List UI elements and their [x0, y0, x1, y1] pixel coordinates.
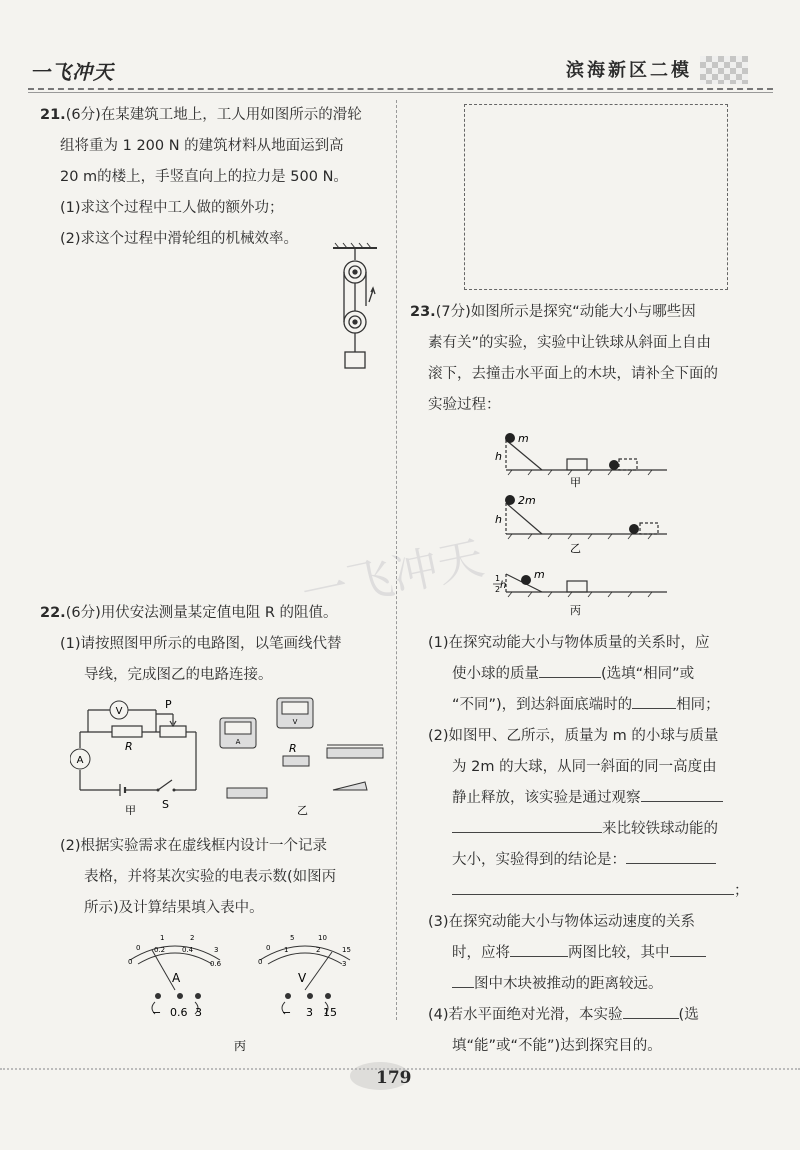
- q23-line2: 素有关”的实验，实验中让铁球从斜面上自由: [428, 335, 712, 351]
- ammeter-terminal-06: 0.6: [170, 1006, 188, 1019]
- fig-a-mass: m: [518, 432, 529, 445]
- answer-blank-speed[interactable]: [632, 692, 676, 709]
- q23-line1: (7分)如图所示是探究“动能大小与哪些因: [435, 304, 696, 320]
- ammeter-terminal-3: 3: [195, 1006, 202, 1019]
- ammeter-top-3: 3: [214, 946, 219, 954]
- brand-logo-text: 一飞冲天: [30, 60, 114, 84]
- q23-p1b-pre: 使小球的质量: [452, 666, 539, 682]
- q23-p2d-post: 来比较铁球动能的: [602, 821, 718, 837]
- fig-a-height: h: [495, 450, 502, 463]
- incline-experiment-figures: [492, 428, 672, 620]
- q23-p2e-pre: 大小，实验得到的结论是：: [452, 852, 626, 868]
- voltmeter-terminal-3: 3: [306, 1006, 313, 1019]
- ammeter-dial-label: A: [172, 971, 181, 985]
- voltmeter-bottom-2: 2: [316, 946, 321, 954]
- q23-p2c-pre: 静止释放，该实验是通过观察: [452, 790, 641, 806]
- header-checker-decoration: [700, 56, 748, 84]
- question-21: [40, 100, 390, 255]
- devices-caption: 乙: [297, 804, 308, 815]
- question-23-parts: [428, 628, 758, 1062]
- q23-p3c-post: 图中木块被推动的距离较远。: [474, 976, 663, 992]
- physical-devices-yi: [215, 690, 390, 815]
- fig-b-caption: 乙: [570, 542, 581, 555]
- voltmeter-top-0: 0: [266, 944, 271, 952]
- answer-blank-farther-1[interactable]: [670, 940, 706, 957]
- q23-p2f-post: ；: [734, 883, 749, 899]
- voltmeter-top-3: 15: [342, 946, 351, 954]
- page-number: 179: [376, 1068, 412, 1088]
- answer-blank-can[interactable]: [623, 1002, 679, 1019]
- q23-line4: 实验过程：: [428, 397, 501, 413]
- q22-sub1b: 导线，完成图乙的电路连接。: [84, 667, 273, 683]
- q23-line3: 滚下，去撞击水平面上的木块，请补全下面的: [428, 366, 718, 382]
- voltmeter-terminal-15: 15: [323, 1006, 337, 1019]
- question-22: [40, 598, 390, 691]
- q23-p2b: 为 2m 的大球，从同一斜面的同一高度由: [452, 759, 717, 775]
- pulley-system-figure: [325, 242, 385, 377]
- q23-p1a: (1)在探究动能大小与物体质量的关系时，应: [428, 635, 710, 651]
- q22-sub2b: 表格，并将某次实验的电表示数(如图丙: [84, 869, 337, 885]
- ammeter-terminal-neg: −: [152, 1006, 162, 1019]
- answer-blank-conclusion-2[interactable]: [452, 878, 734, 895]
- answer-blank-farther-2[interactable]: [452, 971, 474, 988]
- question-23: [410, 297, 755, 421]
- voltmeter-dial-label: V: [298, 971, 307, 985]
- circuit-slider-label: P: [165, 698, 172, 711]
- circuit-ammeter-label: A: [76, 755, 84, 766]
- q23-p1c-pre: “不同”)，到达斜面底端时的: [452, 697, 633, 713]
- device-voltmeter-label: V: [292, 718, 298, 726]
- voltmeter-bottom-1: 1: [284, 946, 289, 954]
- voltmeter-terminal-neg: −: [282, 1006, 292, 1019]
- q23-p4b: 填“能”或“不能”)达到探究目的。: [452, 1038, 662, 1054]
- q23-p1c-post: 相同；: [676, 697, 720, 713]
- exam-title: 滨海新区二模: [566, 60, 692, 81]
- meters-bing: [120, 930, 360, 1055]
- voltmeter-bottom-3: 3: [342, 960, 347, 968]
- circuit-diagram-jia: [70, 690, 210, 815]
- watermark-text: 一飞冲天: [297, 530, 489, 622]
- fig-c-h-den: 2: [495, 585, 501, 594]
- device-resistor-label: R: [289, 742, 297, 755]
- q22-sub1a: (1)请按照图甲所示的电路图，以笔画线代替: [60, 636, 342, 652]
- voltmeter-top-1: 5: [290, 934, 295, 942]
- ammeter-top-1: 1: [160, 934, 165, 942]
- q21-sub1: (1)求这个过程中工人做的额外功；: [60, 200, 284, 216]
- q22-number: 22.: [40, 605, 66, 621]
- q23-p3a: (3)在探究动能大小与物体运动速度的关系: [428, 914, 696, 930]
- q21-line3: 20 m的楼上，手竖直向上的拉力是 500 N。: [60, 169, 348, 185]
- q23-p3b-pre: 时，应将: [452, 945, 510, 961]
- fig-c-caption: 丙: [570, 604, 581, 617]
- answer-blank-observe-2[interactable]: [452, 816, 602, 833]
- circuit-resistor-label: R: [125, 740, 133, 753]
- q22-sub2c: 所示)及计算结果填入表中。: [84, 900, 264, 916]
- q21-sub2: (2)求这个过程中滑轮组的机械效率。: [60, 231, 299, 247]
- answer-blank-compare[interactable]: [510, 940, 568, 957]
- circuit-switch-label: S: [162, 798, 169, 811]
- ammeter-bottom-1: 0.2: [154, 946, 166, 954]
- q23-p4a-post: (选: [678, 1007, 699, 1023]
- fig-c-h-num: 1: [495, 574, 501, 583]
- q23-number: 23.: [410, 304, 436, 320]
- record-table-box[interactable]: [464, 104, 728, 290]
- ammeter-top-2: 2: [190, 934, 195, 942]
- q23-p3b-mid: 两图比较，其中: [568, 945, 670, 961]
- fig-a-caption: 甲: [570, 476, 581, 489]
- ammeter-bottom-2: 0.4: [182, 946, 194, 954]
- ammeter-bottom-3: 0.6: [210, 960, 222, 968]
- voltmeter-bottom-0: 0: [258, 958, 263, 966]
- fig-b-height: h: [495, 513, 502, 526]
- device-ammeter-label: A: [235, 738, 241, 746]
- question-22-part2: [60, 831, 390, 924]
- ammeter-bottom-0: 0: [128, 958, 133, 966]
- answer-blank-observe-1[interactable]: [641, 785, 723, 802]
- answer-blank-conclusion-1[interactable]: [626, 847, 716, 864]
- answer-blank-mass[interactable]: [539, 661, 601, 678]
- q21-line1: (6分)在某建筑工地上，工人用如图所示的滑轮: [65, 107, 362, 123]
- fig-c-mass: m: [534, 568, 545, 581]
- q21-line2: 组将重为 1 200 N 的建筑材料从地面运到高: [60, 138, 344, 154]
- ammeter-top-0: 0: [136, 944, 141, 952]
- circuit-voltmeter-label: V: [115, 706, 123, 717]
- fig-c-height: h: [500, 580, 507, 591]
- header-divider: [28, 88, 773, 90]
- q22-sub2a: (2)根据实验需求在虚线框内设计一个记录: [60, 838, 328, 854]
- fig-b-mass: 2m: [518, 494, 536, 507]
- header-divider-thin: [28, 92, 773, 93]
- q23-p1b-post: (选填“相同”或: [601, 666, 695, 682]
- q21-number: 21.: [40, 107, 66, 123]
- meters-caption: 丙: [234, 1039, 247, 1053]
- q22-line1: (6分)用伏安法测量某定值电阻 R 的阻值。: [65, 605, 338, 621]
- q23-p4a-pre: (4)若水平面绝对光滑，本实验: [428, 1007, 623, 1023]
- circuit-caption: 甲: [125, 804, 136, 815]
- voltmeter-top-2: 10: [318, 934, 327, 942]
- q23-p2a: (2)如图甲、乙所示，质量为 m 的小球与质量: [428, 728, 719, 744]
